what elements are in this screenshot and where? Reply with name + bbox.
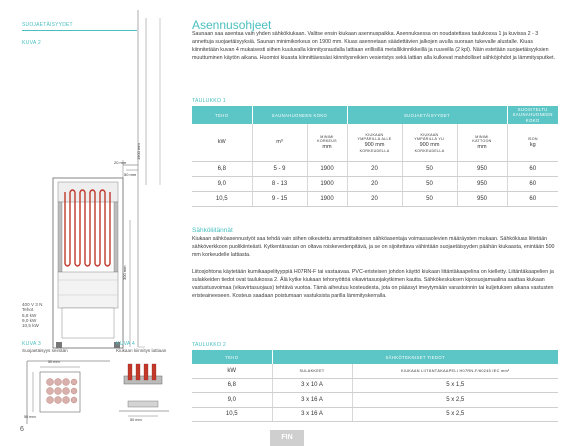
- fig3-dim-side: 50 mm: [24, 415, 36, 419]
- t1-header-power: TEHO: [192, 106, 252, 124]
- t2-header-electrical: SÄHKÖTEKNISET TIEDOT: [272, 350, 558, 364]
- section-label: SUOJAETÄISYYDET: [22, 22, 73, 28]
- table-row: 10,5 3 x 16 A 5 x 2,5: [192, 407, 558, 422]
- dim-20mm: 20 mm: [114, 160, 127, 165]
- table-row: 6,8 5 - 9 1900 20 50 950 60: [192, 162, 558, 177]
- figure2-caption: KUVA 2: [22, 40, 41, 46]
- t2-sub-fuses: SULAKKEET: [272, 364, 352, 378]
- dim-50mm: 50 mm: [124, 172, 137, 177]
- t1-sub-weight: ISON kg: [507, 124, 558, 162]
- language-tab: FIN: [270, 430, 304, 446]
- table1-caption: TAULUKKO 1: [192, 98, 226, 104]
- t1-sub-m3: m³: [252, 124, 307, 162]
- figure3-caption: KUVA 3: [22, 341, 41, 347]
- figure4-text: Kiukaan kiinnitys lattiaan: [116, 348, 167, 353]
- spec-power-1: 6,8 kW: [22, 312, 37, 318]
- t1-sub-side-above: KIUKAAN YMPÄRILLÄ YLI 900 mm KORKEUDELLA: [402, 124, 457, 162]
- t1-sub-kw: kW: [192, 124, 252, 162]
- figure4-floor-fixing-drawing: [114, 356, 184, 426]
- power-specs: [22, 302, 42, 328]
- intro-paragraph: Saunaan saa asentaa vain yhden sähkökiukaan. Valitse ensin kiukaan asennuspaikka. Asennuksessa on noudatettava taulukossa 1 ja kuvissa 2 - 3 annettuja suojaetäisyyksiä. Saunan minimikorkeus on 1900 mm. Kiuas asennetaan säädettävien jalkojen avulla suoraan tukevalle alustalle. Kiuas kiinnitetään kuvan 4 mukaisesti siihen kuuluvalla kiinnitysraudalla lattiaan erillisillä metallikiinnikkeillä ja ruuveilla (2 kpl). Näin estetään suojaetäisyyksien muuttuminen käytön aikana. Huomioi kiuasta kiinnittäessäsi kiinnitysreikien vesieristys sekä lattian alla kulkevat mahdolliset sähköjohdot ja lämmitysputket.: [192, 31, 556, 61]
- figure4-caption: KUVA 4: [116, 341, 135, 347]
- electrical-paragraph-1: Kiukaan sähköasennustyöt saa tehdä vain siihen oikeutettu ammattitaitoinen sähköasentaja voimassaolevien määräysten mukaan. Sähkökiuas liitetään sähköverkkoon puolikiinteästi. Kytkentärasian on oltava roiskevedenpitävä, ja se on sijoitettava vähintään suojaetäisyyden päähän kiukaasta, enintään 500 mm korkeudelle lattiasta.: [192, 236, 555, 258]
- table-row: 10,5 9 - 15 1900 20 50 950 60: [192, 192, 558, 207]
- t1-sub-ceiling: MINIMI KATTOON mm: [457, 124, 507, 162]
- dim-300mm: 300 mm: [122, 265, 127, 280]
- electrical-paragraph-2: Liitosjohtona käytetään kumikaapelityyppiä H07RN-F tai vastaavaa. PVC-eristeisen johdon käyttö kiukaan liitäntäkaapelina on kielletty. Liitäntäkaapelien ja sulakkeiden tiedot ovat taulukossa 2. Älä kytke kiukaan tehonyöttöä vikavirtasuojakytkimen kautta. Sähkökeskuksen kiposuojamaalina saattaa kiukaan vastustusvoimaa (vikavirtasuojaus) tehtävä vuotoa. Tämä aiheutuu kosteudesta, jota on päässyt imeytymään varastoinnin tai kuljetuksen aikana vastusten eristeaineeseen. Kosteus saadaan poistumaan vastuksista parilla lämmityskerralla.: [192, 269, 554, 299]
- spec-voltage: 400 V 3 N: [22, 302, 43, 307]
- t2-sub-cable: KIUKAAN LIITÄNTÄKAAPELI H07RN-F/60245 IEC mm²: [352, 364, 558, 378]
- table2-caption: TAULUKKO 2: [192, 342, 226, 348]
- table-row: 9,0 3 x 16 A 5 x 2,5: [192, 393, 558, 408]
- spec-power-3: 10,5 kW: [22, 323, 39, 329]
- table-row: 6,8 3 x 10 A 5 x 1,5: [192, 378, 558, 393]
- dim-1900mm: 1900 mm: [136, 143, 141, 160]
- table1-safety-distances: [192, 106, 558, 207]
- page-number: 6: [20, 426, 24, 433]
- electrical-title: Sähköliitännät: [192, 227, 233, 234]
- spec-heading: Tehot: [22, 307, 34, 313]
- t2-sub-kw: kW: [192, 364, 272, 378]
- spec-power-2: 9,0 kW: [22, 317, 37, 323]
- t2-header-power: TEHO: [192, 350, 272, 364]
- page-title: Asennusohjeet: [192, 18, 272, 32]
- fig3-dim-top: 50 mm: [48, 360, 60, 364]
- table-row: 9,0 8 - 13 1900 20 50 950 60: [192, 177, 558, 192]
- t1-sub-side-below: KIUKAAN YMPÄRILLÄ ALLE 900 mm KORKEUDELLA: [347, 124, 402, 162]
- figure2-heater-drawing: [20, 10, 180, 350]
- t1-header-room: SAUNAHUONEEN KOKO: [252, 106, 347, 124]
- figure3-text: Suojaetäisyys seinään: [22, 348, 68, 353]
- t1-sub-min-height: MINIMI KORKEUS mm: [307, 124, 347, 162]
- fig4-dim: 50 mm: [130, 418, 142, 422]
- t1-header-recommended: SUOSITELTU SAUNAHUONEEN KOKO: [507, 106, 558, 124]
- table2-electrical-data: [192, 350, 558, 422]
- t1-header-distances: SUOJAETÄISYYDET: [347, 106, 507, 124]
